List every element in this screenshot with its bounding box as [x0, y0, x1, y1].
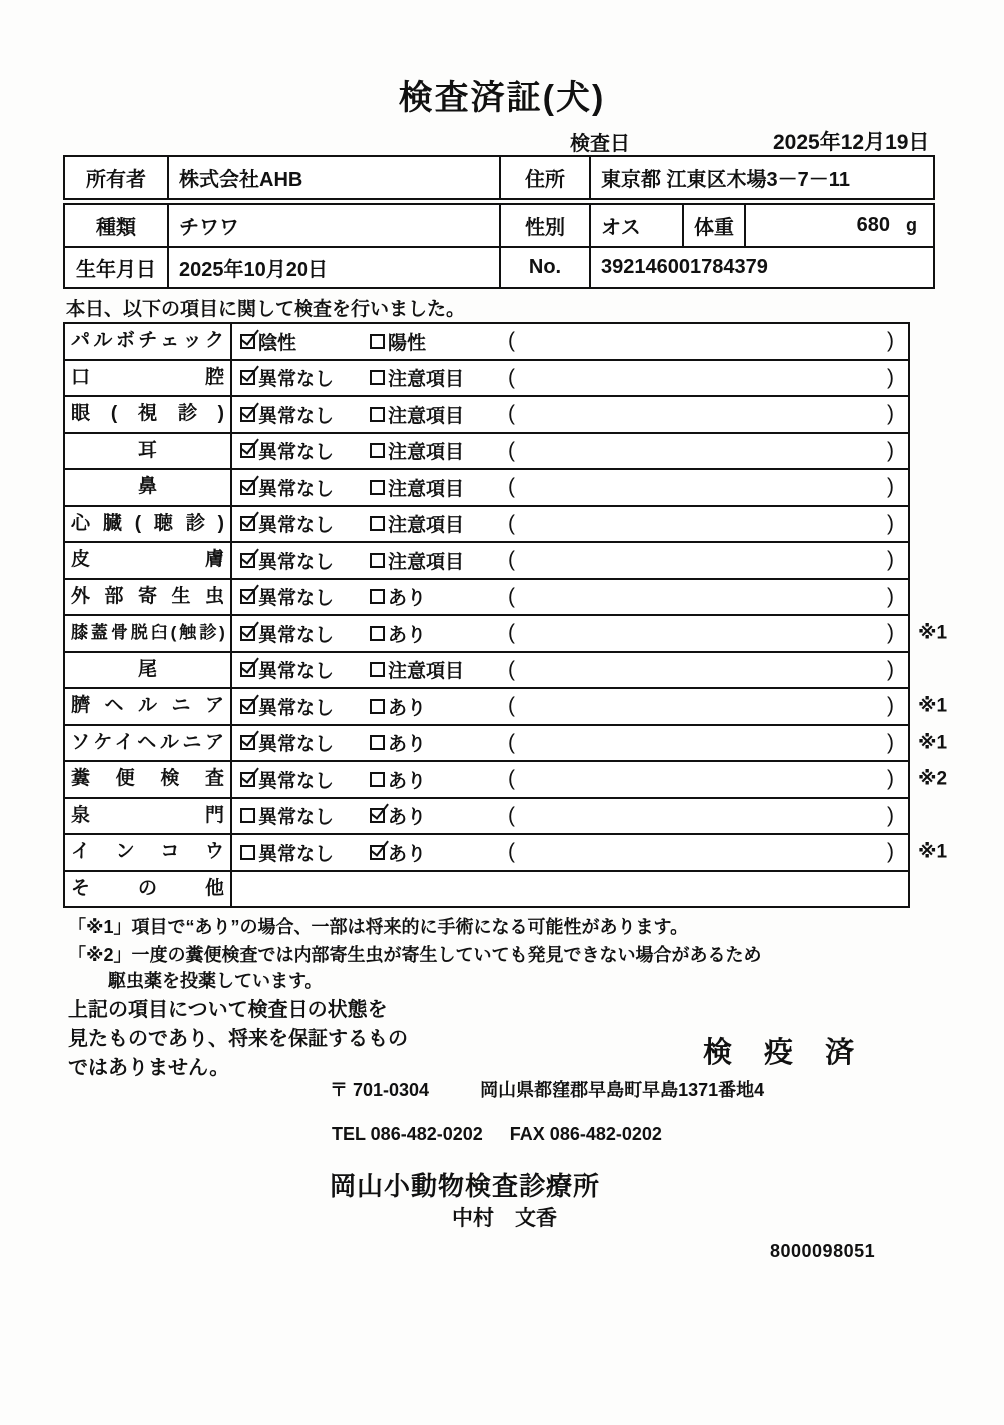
- exam-row: [65, 870, 908, 907]
- remark-paren-open: (: [508, 584, 515, 608]
- examiner-name: 中村 文香: [452, 1207, 557, 1230]
- checkbox-icon: [370, 589, 385, 604]
- checkbox-icon: [240, 334, 255, 349]
- checkbox-icon: [240, 772, 255, 787]
- exam-item-label: 泉門: [65, 799, 232, 834]
- remark-paren-close: ): [887, 694, 894, 718]
- footnote-marker: ※1: [918, 841, 948, 863]
- exam-row: [65, 432, 908, 469]
- exam-item-label: 皮膚: [65, 543, 232, 578]
- checkbox-icon: [370, 443, 385, 458]
- exam-option-1-label: 異常なし: [258, 661, 335, 683]
- breed-value: チワワ: [167, 205, 499, 246]
- exam-option-1: [240, 328, 370, 355]
- exam-option-2: [370, 802, 508, 829]
- remark-paren-close: ): [887, 840, 894, 864]
- exam-option-2-label: 注意項目: [388, 515, 465, 537]
- owner-label: 所有者: [86, 169, 146, 191]
- checkbox-icon: [370, 553, 385, 568]
- exam-option-1: [240, 839, 370, 866]
- exam-row: [65, 724, 948, 761]
- inspection-date-value: 2025年12月19日: [773, 131, 930, 154]
- exam-option-2: [370, 693, 508, 720]
- postal-code: 〒 701-0304: [330, 1080, 430, 1100]
- clinic-fax: FAX 086-482-0202: [509, 1124, 662, 1144]
- checkbox-icon: [370, 699, 385, 714]
- footnote-marker: ※1: [918, 622, 948, 644]
- exam-option-1-label: 異常なし: [258, 843, 335, 865]
- intro-text: 本日、以下の項目に関して検査を行いました。: [66, 299, 466, 320]
- weight-number: 680: [856, 214, 890, 236]
- exam-option-1-label: 異常なし: [258, 515, 335, 537]
- exam-option-2-label: あり: [388, 588, 427, 610]
- exam-item-label: 膝蓋骨脱臼(触診): [65, 616, 232, 651]
- remark-paren-close: ): [887, 329, 894, 353]
- remark-paren-close: ): [887, 438, 894, 462]
- birth-row: [65, 246, 933, 287]
- exam-item-label: 外部寄生虫: [65, 580, 232, 615]
- exam-option-2: [370, 839, 508, 866]
- exam-option-1-label: 異常なし: [258, 442, 335, 464]
- exam-option-2-label: 陽性: [388, 332, 427, 354]
- clinic-tel: TEL 086-482-0202: [332, 1124, 483, 1144]
- checkbox-icon: [240, 553, 255, 568]
- disclaimer-line3: ではありません。: [68, 1057, 230, 1079]
- exam-option-1-label: 異常なし: [258, 478, 335, 500]
- exam-option-1-label: 異常なし: [258, 624, 335, 646]
- exam-row-content: [232, 689, 908, 724]
- remark-paren-open: (: [508, 365, 515, 389]
- disclaimer-line2: 見たものであり、将来を保証するもの: [68, 1028, 408, 1050]
- checkbox-icon: [370, 516, 385, 531]
- checkbox-icon: [240, 589, 255, 604]
- remark-paren-open: (: [508, 475, 515, 499]
- exam-option-1: [240, 693, 370, 720]
- exam-item-label: 臍ヘルニア: [65, 689, 232, 724]
- owner-value: 株式会社AHB: [167, 157, 499, 198]
- remark-paren-open: (: [508, 694, 515, 718]
- weight-unit: g: [906, 215, 917, 235]
- exam-option-2-label: 注意項目: [388, 369, 465, 391]
- exam-row-content: [232, 616, 908, 651]
- exam-row-content: [232, 726, 908, 761]
- remark-paren-close: ): [887, 803, 894, 827]
- exam-row: [65, 324, 908, 359]
- exam-option-1-label: 異常なし: [258, 588, 335, 610]
- clinic-address-line: [330, 1076, 764, 1102]
- exam-table: [63, 322, 948, 908]
- exam-option-2-label: 注意項目: [388, 442, 465, 464]
- checkbox-icon: [240, 845, 255, 860]
- exam-option-1: [240, 437, 370, 464]
- exam-option-2: [370, 766, 508, 793]
- exam-option-2-label: あり: [388, 734, 427, 756]
- no-value: 392146001784379: [589, 248, 933, 287]
- exam-option-2: [370, 547, 508, 574]
- exam-option-1: [240, 510, 370, 537]
- exam-row: [65, 614, 948, 651]
- checkbox-icon: [370, 662, 385, 677]
- address-label: 住所: [499, 157, 589, 198]
- footnote-2-line1: 「※2」一度の糞便検査では内部寄生虫が寄生していても発見できない場合があるため: [68, 945, 762, 965]
- exam-item-label: 眼(視診): [65, 397, 232, 432]
- checkbox-icon: [240, 662, 255, 677]
- exam-item-label: インコウ: [65, 835, 232, 870]
- exam-option-2-label: 注意項目: [388, 551, 465, 573]
- exam-option-2-label: 注意項目: [388, 478, 465, 500]
- checkbox-icon: [370, 735, 385, 750]
- exam-row: [65, 541, 908, 578]
- exam-option-2: [370, 729, 508, 756]
- remark-paren-close: ): [887, 365, 894, 389]
- exam-item-label: 口腔: [65, 361, 232, 396]
- remark-paren-close: ): [887, 621, 894, 645]
- checkbox-icon: [240, 516, 255, 531]
- clinic-address: 岡山県都窪郡早島町早島1371番地4: [480, 1080, 765, 1100]
- checkbox-icon: [240, 699, 255, 714]
- checkbox-icon: [370, 626, 385, 641]
- exam-row: [65, 395, 908, 432]
- exam-row-content: [232, 324, 908, 359]
- exam-option-2: [370, 401, 508, 428]
- exam-option-1: [240, 474, 370, 501]
- exam-option-1: [240, 729, 370, 756]
- exam-row-content: [232, 361, 908, 396]
- remark-paren-open: (: [508, 329, 515, 353]
- remark-paren-close: ): [887, 657, 894, 681]
- remark-paren-open: (: [508, 438, 515, 462]
- exam-row: [65, 359, 908, 396]
- exam-row: [65, 760, 948, 797]
- remark-paren-close: ): [887, 511, 894, 535]
- disclaimer-line1: 上記の項目について検査日の状態を: [68, 999, 388, 1021]
- exam-item-label: 耳: [65, 434, 232, 469]
- exam-option-1: [240, 766, 370, 793]
- exam-option-1-label: 異常なし: [258, 551, 335, 573]
- exam-row-content: [232, 872, 908, 907]
- checkbox-icon: [240, 407, 255, 422]
- exam-option-1: [240, 401, 370, 428]
- remark-paren-open: (: [508, 657, 515, 681]
- exam-option-1: [240, 364, 370, 391]
- exam-option-2: [370, 583, 508, 610]
- remark-paren-open: (: [508, 767, 515, 791]
- checkbox-icon: [370, 407, 385, 422]
- exam-option-1: [240, 583, 370, 610]
- disclaimer-text: [68, 996, 408, 1083]
- exam-item-label: 糞便検査: [65, 762, 232, 797]
- exam-row: [65, 651, 908, 688]
- remark-paren-open: (: [508, 803, 515, 827]
- exam-row: [65, 833, 948, 870]
- footnote-marker: ※1: [918, 695, 948, 717]
- exam-option-2: [370, 437, 508, 464]
- remark-paren-close: ): [887, 402, 894, 426]
- checkbox-icon: [240, 370, 255, 385]
- exam-row-content: [232, 507, 908, 542]
- serial-number: 8000098051: [770, 1241, 876, 1261]
- exam-option-2: [370, 656, 508, 683]
- remark-paren-open: (: [508, 840, 515, 864]
- checkbox-icon: [370, 370, 385, 385]
- owner-row: [65, 157, 933, 198]
- exam-option-1-label: 異常なし: [258, 369, 335, 391]
- exam-row-content: [232, 543, 908, 578]
- inspection-date-label: 検査日: [570, 133, 630, 155]
- checkbox-icon: [370, 808, 385, 823]
- exam-option-2: [370, 474, 508, 501]
- exam-option-1: [240, 547, 370, 574]
- exam-row-content: [232, 580, 908, 615]
- exam-option-2: [370, 620, 508, 647]
- exam-row: [65, 468, 908, 505]
- remark-paren-open: (: [508, 402, 515, 426]
- pet-info-table: [63, 203, 935, 289]
- no-label: No.: [499, 248, 589, 287]
- exam-row: [65, 578, 908, 615]
- address-value: 東京都 江東区木場3－7－11: [589, 157, 933, 198]
- exam-row-content: [232, 470, 908, 505]
- exam-option-2-label: あり: [388, 697, 427, 719]
- exam-item-label: その他: [65, 872, 232, 907]
- exam-row: [65, 797, 908, 834]
- remark-paren-close: ): [887, 584, 894, 608]
- remark-paren-close: ): [887, 767, 894, 791]
- exam-option-2: [370, 364, 508, 391]
- exam-item-label: ソケイヘルニア: [65, 726, 232, 761]
- remark-paren-open: (: [508, 730, 515, 754]
- quarantine-stamp: 検 疫 済: [703, 1037, 867, 1069]
- exam-row-content: [232, 835, 908, 870]
- checkbox-icon: [240, 626, 255, 641]
- exam-option-1: [240, 802, 370, 829]
- exam-item-label: パルボチェック: [65, 324, 232, 359]
- birth-value: 2025年10月20日: [167, 248, 499, 287]
- exam-option-2-label: 注意項目: [388, 661, 465, 683]
- remark-paren-open: (: [508, 548, 515, 572]
- exam-option-2-label: あり: [388, 770, 427, 792]
- checkbox-icon: [240, 443, 255, 458]
- exam-item-label: 心臓(聴診): [65, 507, 232, 542]
- exam-item-label: 鼻: [65, 470, 232, 505]
- checkbox-icon: [370, 772, 385, 787]
- exam-row-content: [232, 762, 908, 797]
- exam-row: [65, 505, 908, 542]
- sex-label: 性別: [499, 205, 589, 246]
- exam-row-content: [232, 653, 908, 688]
- checkbox-icon: [240, 480, 255, 495]
- remark-paren-open: (: [508, 511, 515, 535]
- clinic-contact-line: [332, 1124, 662, 1145]
- owner-table: [63, 155, 935, 200]
- exam-row-content: [232, 799, 908, 834]
- exam-item-label: 尾: [65, 653, 232, 688]
- weight-label: 体重: [682, 205, 744, 246]
- checkbox-icon: [240, 735, 255, 750]
- exam-option-2-label: あり: [388, 807, 427, 829]
- exam-option-1-label: 陰性: [258, 332, 297, 354]
- exam-option-2-label: あり: [388, 843, 427, 865]
- weight-value: [744, 205, 933, 246]
- remark-paren-close: ): [887, 730, 894, 754]
- checkbox-icon: [370, 845, 385, 860]
- sex-value: オス: [589, 205, 682, 246]
- remark-paren-close: ): [887, 548, 894, 572]
- footnote-marker: ※2: [918, 768, 948, 790]
- breed-row: [65, 205, 933, 246]
- exam-option-1-label: 異常なし: [258, 770, 335, 792]
- exam-option-1-label: 異常なし: [258, 405, 335, 427]
- exam-option-2-label: あり: [388, 624, 427, 646]
- footnote-2-line2: 駆虫薬を投薬しています。: [108, 971, 323, 991]
- remark-paren-close: ): [887, 475, 894, 499]
- footnote-1: 「※1」項目で“あり”の場合、一部は将来的に手術になる可能性があります。: [68, 917, 689, 937]
- exam-row: [65, 687, 948, 724]
- exam-option-1-label: 異常なし: [258, 807, 335, 829]
- exam-option-1: [240, 620, 370, 647]
- exam-option-2: [370, 510, 508, 537]
- exam-option-1: [240, 656, 370, 683]
- checkbox-icon: [240, 808, 255, 823]
- exam-row-content: [232, 397, 908, 432]
- birth-label: 生年月日: [76, 259, 156, 281]
- exam-row-content: [232, 434, 908, 469]
- checkbox-icon: [370, 334, 385, 349]
- remark-paren-open: (: [508, 621, 515, 645]
- footnote-marker: ※1: [918, 732, 948, 754]
- exam-option-2: [370, 328, 508, 355]
- clinic-name: 岡山小動物検査診療所: [330, 1171, 601, 1201]
- checkbox-icon: [370, 480, 385, 495]
- breed-label: 種類: [96, 217, 136, 239]
- exam-option-2-label: 注意項目: [388, 405, 465, 427]
- exam-option-1-label: 異常なし: [258, 734, 335, 756]
- exam-option-1-label: 異常なし: [258, 697, 335, 719]
- page-title: 検査済証(犬): [398, 79, 606, 117]
